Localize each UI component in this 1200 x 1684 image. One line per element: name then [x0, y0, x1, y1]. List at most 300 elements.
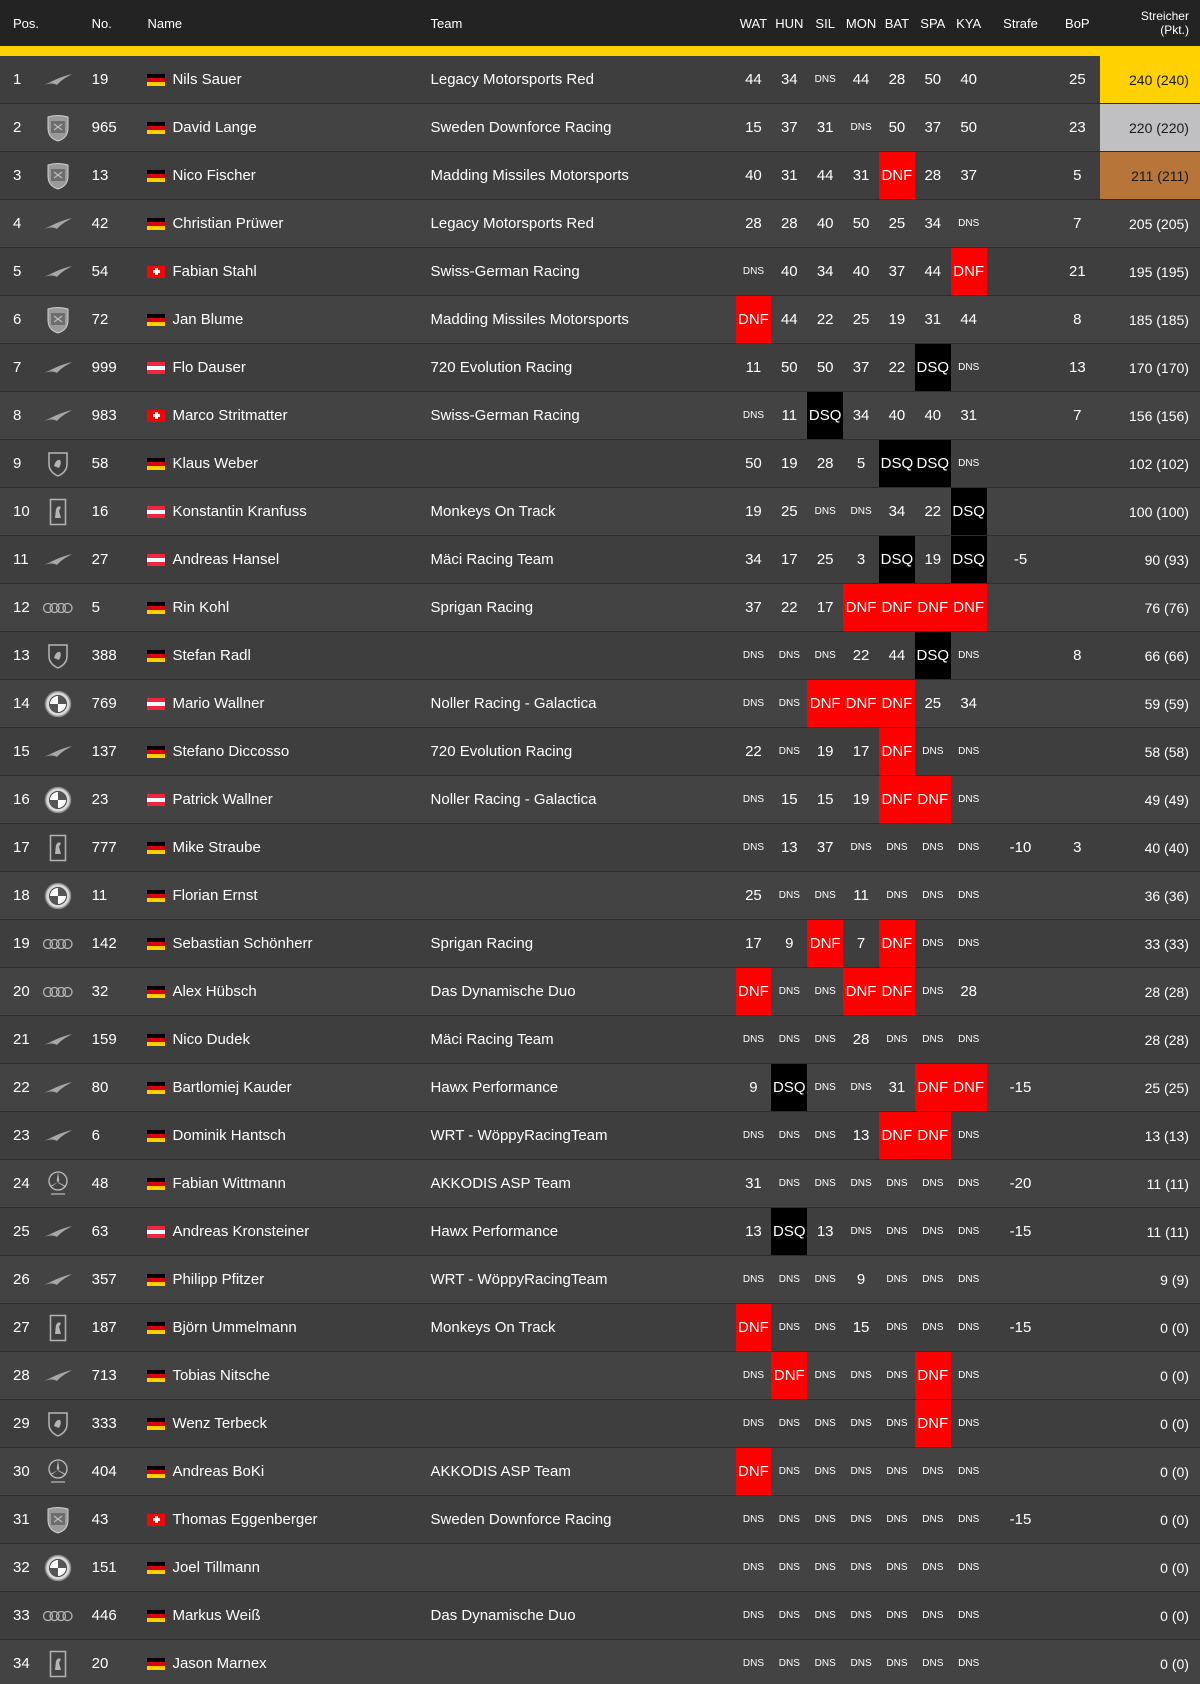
flag-de-icon	[147, 1082, 165, 1094]
driver-cell[interactable]	[147, 440, 430, 487]
pos-cell: 12	[13, 599, 30, 616]
table-row[interactable]	[0, 1592, 1200, 1640]
race-result-mon: DNS	[850, 1658, 872, 1669]
table-row[interactable]	[0, 1496, 1200, 1544]
race-result-sil: 25	[816, 551, 834, 568]
race-result-wat: DNS	[742, 1274, 764, 1285]
driver-cell[interactable]	[147, 1640, 430, 1684]
bop-cell: 7	[1073, 215, 1082, 232]
table-row[interactable]	[0, 392, 1200, 440]
header-race-sil[interactable]: SIL	[815, 15, 835, 31]
race-result-mon: DNF	[843, 584, 879, 631]
header-team[interactable]: Team	[430, 15, 463, 31]
race-result-hun: 13	[780, 839, 798, 856]
audi-icon	[32, 968, 84, 1015]
team-name[interactable]: Hawx Performance	[430, 1223, 559, 1240]
table-row[interactable]	[0, 1064, 1200, 1112]
car-number: 151	[91, 1559, 117, 1576]
driver-name[interactable]: Nico Dudek	[172, 1031, 250, 1048]
team-name[interactable]	[431, 1544, 736, 1591]
driver-name[interactable]: Alex Hübsch	[172, 983, 257, 1000]
car-number: 42	[91, 215, 109, 232]
driver-name[interactable]: Marco Stritmatter	[172, 407, 288, 424]
header-race-bat[interactable]: BAT	[884, 15, 910, 31]
race-result-bat: DNS	[886, 1658, 908, 1669]
table-row[interactable]	[0, 1352, 1200, 1400]
race-result-hun: 22	[780, 599, 798, 616]
bop-cell	[1054, 488, 1100, 535]
flag-de-icon	[147, 986, 165, 998]
driver-cell[interactable]	[147, 1592, 430, 1639]
driver-name[interactable]: Markus Weiß	[172, 1607, 261, 1624]
race-result-bat: DNS	[886, 1274, 908, 1285]
race-result-spa: DNF	[915, 584, 951, 631]
ferrari-icon	[32, 488, 84, 535]
driver-cell[interactable]	[147, 680, 430, 727]
flag-at-icon	[147, 794, 165, 806]
driver-cell[interactable]	[147, 1352, 430, 1399]
race-result-mon: 11	[853, 887, 869, 904]
race-result-spa: DNS	[922, 1226, 944, 1237]
driver-cell[interactable]	[147, 872, 430, 919]
driver-name[interactable]: Patrick Wallner	[172, 791, 273, 808]
race-result-bat: 19	[888, 311, 906, 328]
table-row[interactable]	[0, 776, 1200, 824]
car-number: 142	[91, 935, 117, 952]
driver-cell[interactable]	[147, 296, 430, 343]
team-name[interactable]: Sweden Downforce Racing	[430, 1511, 612, 1528]
driver-cell[interactable]	[147, 200, 430, 247]
driver-cell[interactable]	[147, 392, 430, 439]
race-result-hun: DNS	[778, 1562, 800, 1573]
driver-cell[interactable]	[147, 1400, 430, 1447]
table-row[interactable]	[0, 152, 1200, 200]
team-name[interactable]: Sweden Downforce Racing	[430, 119, 612, 136]
table-row[interactable]	[0, 296, 1200, 344]
table-row[interactable]	[0, 1640, 1200, 1684]
race-result-bat: 50	[888, 119, 906, 136]
pos-cell: 5	[13, 263, 22, 280]
table-row[interactable]	[0, 632, 1200, 680]
driver-name[interactable]: Jason Marnex	[172, 1655, 267, 1672]
driver-name[interactable]: Florian Ernst	[172, 887, 258, 904]
audi-icon	[32, 584, 84, 631]
table-row[interactable]	[0, 920, 1200, 968]
race-result-bat: 44	[888, 647, 906, 664]
team-name[interactable]: 720 Evolution Racing	[430, 743, 573, 760]
driver-cell[interactable]	[147, 1496, 430, 1543]
table-row[interactable]	[0, 968, 1200, 1016]
flag-de-icon	[147, 602, 165, 614]
team-name[interactable]	[431, 1640, 736, 1684]
driver-cell[interactable]	[147, 728, 430, 775]
race-result-sil: DNS	[814, 890, 836, 901]
header-race-mon[interactable]: MON	[845, 15, 877, 31]
header-penalty[interactable]: Strafe	[1003, 15, 1038, 31]
porsche-icon	[32, 296, 84, 343]
driver-cell[interactable]	[147, 152, 430, 199]
mclaren-icon	[32, 344, 84, 391]
driver-name[interactable]: David Lange	[172, 119, 257, 136]
driver-cell[interactable]	[147, 1448, 430, 1495]
team-name[interactable]	[431, 632, 736, 679]
race-result-spa: 44	[924, 263, 942, 280]
bop-cell	[1054, 1448, 1100, 1495]
team-name[interactable]	[431, 1400, 736, 1447]
race-result-hun: DNS	[778, 1322, 800, 1333]
team-name[interactable]: 720 Evolution Racing	[430, 359, 573, 376]
race-result-kya: 28	[960, 983, 978, 1000]
table-row[interactable]	[0, 1256, 1200, 1304]
driver-name[interactable]: Tobias Nitsche	[172, 1367, 270, 1384]
points-cell: 0 (0)	[1160, 1415, 1189, 1432]
race-result-mon: 19	[852, 791, 870, 808]
car-number: 43	[91, 1511, 109, 1528]
flag-de-icon	[147, 1178, 165, 1190]
race-result-wat: 44	[745, 71, 762, 88]
driver-cell[interactable]	[147, 824, 430, 871]
race-result-hun: 37	[780, 119, 798, 136]
driver-name[interactable]: Mike Straube	[172, 839, 261, 856]
lamborghini-icon	[32, 632, 84, 679]
driver-cell[interactable]	[147, 104, 430, 151]
race-result-hun: DNS	[778, 1178, 800, 1189]
team-name[interactable]	[431, 1352, 736, 1399]
table-row[interactable]	[0, 1208, 1200, 1256]
driver-name[interactable]: Klaus Weber	[172, 455, 259, 472]
team-name[interactable]: Madding Missiles Motorsports	[430, 167, 629, 184]
bop-cell: 7	[1073, 407, 1082, 424]
bop-cell	[1054, 1112, 1100, 1159]
table-row[interactable]	[0, 344, 1200, 392]
table-row[interactable]	[0, 488, 1200, 536]
race-result-sil: DNS	[814, 1082, 836, 1093]
bop-cell: 3	[1073, 839, 1082, 856]
penalty-cell	[987, 344, 1055, 391]
race-result-kya: DNS	[958, 842, 980, 853]
driver-name[interactable]: Philipp Pfitzer	[172, 1271, 265, 1288]
table-row[interactable]	[0, 104, 1200, 152]
team-name[interactable]	[431, 824, 736, 871]
race-result-kya: DSQ	[951, 488, 987, 535]
car-number: 6	[91, 1127, 100, 1144]
driver-cell[interactable]	[147, 632, 430, 679]
driver-name[interactable]: Konstantin Kranfuss	[172, 503, 307, 520]
header-race-wat[interactable]: WAT	[739, 15, 768, 31]
driver-cell[interactable]	[147, 1208, 430, 1255]
driver-cell[interactable]	[147, 248, 430, 295]
table-row[interactable]	[0, 1112, 1200, 1160]
car-number: 48	[91, 1175, 109, 1192]
race-result-bat: DNS	[886, 1322, 908, 1333]
pos-cell: 34	[13, 1655, 30, 1672]
driver-cell[interactable]	[147, 488, 430, 535]
driver-cell[interactable]	[147, 968, 430, 1015]
race-result-kya: 31	[960, 407, 978, 424]
race-result-spa: DSQ	[915, 440, 951, 487]
penalty-cell: -15	[1009, 1511, 1032, 1528]
penalty-cell: -15	[1009, 1319, 1032, 1336]
driver-name[interactable]: Stefan Radl	[172, 647, 251, 664]
car-number: 19	[91, 71, 109, 88]
race-result-mon: DNS	[850, 1082, 872, 1093]
driver-name[interactable]: Mario Wallner	[172, 695, 265, 712]
team-name[interactable]: Das Dynamische Duo	[430, 1607, 576, 1624]
race-result-mon: DNS	[850, 1514, 872, 1525]
pos-cell: 8	[13, 407, 22, 424]
race-result-sil: 13	[816, 1223, 834, 1240]
header-no[interactable]: No.	[91, 15, 112, 31]
pos-cell: 1	[13, 71, 22, 88]
header-race-spa[interactable]: SPA	[920, 15, 946, 31]
pos-cell: 9	[13, 455, 22, 472]
bop-cell	[1054, 536, 1100, 583]
points-cell: 0 (0)	[1160, 1319, 1189, 1336]
bop-cell	[1054, 728, 1100, 775]
driver-name[interactable]: Björn Ummelmann	[172, 1319, 297, 1336]
points-cell: 11 (11)	[1146, 1175, 1189, 1192]
driver-name[interactable]: Flo Dauser	[172, 359, 246, 376]
race-result-bat: DNF	[879, 968, 915, 1015]
points-cell: 185 (185)	[1129, 311, 1189, 328]
team-name[interactable]: WRT - WöppyRacingTeam	[430, 1271, 608, 1288]
race-result-kya: 44	[960, 311, 978, 328]
pos-cell: 32	[13, 1559, 30, 1576]
race-result-kya: DNS	[958, 650, 980, 661]
car-number: 769	[91, 695, 117, 712]
race-result-spa: DNS	[922, 746, 944, 757]
race-result-sil: 34	[816, 263, 834, 280]
header-name[interactable]: Name	[147, 15, 183, 31]
race-result-hun: DNS	[778, 890, 800, 901]
driver-name[interactable]: Fabian Stahl	[172, 263, 257, 280]
team-name[interactable]: Mäci Racing Team	[430, 1031, 554, 1048]
team-name[interactable]: WRT - WöppyRacingTeam	[430, 1127, 608, 1144]
driver-name[interactable]: Rin Kohl	[172, 599, 230, 616]
penalty-cell	[987, 56, 1055, 103]
penalty-cell	[987, 872, 1055, 919]
driver-cell[interactable]	[147, 1064, 430, 1111]
race-result-wat: DNF	[736, 296, 772, 343]
team-name[interactable]	[431, 440, 736, 487]
driver-cell[interactable]	[147, 1112, 430, 1159]
driver-cell[interactable]	[147, 344, 430, 391]
team-name[interactable]: Swiss-German Racing	[430, 263, 580, 280]
team-name[interactable]	[431, 872, 736, 919]
points-cell: 156 (156)	[1129, 407, 1189, 424]
points-cell: 76 (76)	[1144, 599, 1189, 616]
driver-name[interactable]: Andreas Kronsteiner	[172, 1223, 310, 1240]
car-number: 983	[91, 407, 117, 424]
team-name[interactable]: Sprigan Racing	[430, 599, 534, 616]
pos-cell: 21	[13, 1031, 30, 1048]
race-result-mon: 37	[852, 359, 870, 376]
penalty-cell	[987, 1448, 1055, 1495]
driver-name[interactable]: Nils Sauer	[172, 71, 242, 88]
header-pos[interactable]: Pos.	[13, 15, 40, 31]
bop-cell	[1054, 680, 1100, 727]
team-name[interactable]: Das Dynamische Duo	[430, 983, 576, 1000]
table-row[interactable]	[0, 1448, 1200, 1496]
driver-cell[interactable]	[147, 1256, 430, 1303]
race-result-bat: DNS	[886, 1610, 908, 1621]
flag-at-icon	[147, 362, 165, 374]
table-row[interactable]	[0, 1016, 1200, 1064]
race-result-spa: DNS	[922, 1034, 944, 1045]
race-result-bat: DNS	[886, 1418, 908, 1429]
race-result-wat: DNS	[742, 1610, 764, 1621]
header-race-kya[interactable]: KYA	[956, 15, 982, 31]
race-result-mon: 15	[852, 1319, 870, 1336]
team-name[interactable]: Noller Racing - Galactica	[430, 695, 597, 712]
driver-name[interactable]: Sebastian Schönherr	[172, 935, 313, 952]
driver-cell[interactable]	[147, 920, 430, 967]
driver-name[interactable]: Stefano Diccosso	[172, 743, 290, 760]
race-result-spa: DNS	[922, 1466, 944, 1477]
points-cell: 0 (0)	[1160, 1559, 1189, 1576]
table-row[interactable]	[0, 872, 1200, 920]
race-result-sil: 40	[816, 215, 834, 232]
table-row[interactable]	[0, 200, 1200, 248]
table-row[interactable]	[0, 680, 1200, 728]
driver-cell[interactable]	[147, 1544, 430, 1591]
mclaren-icon	[32, 1352, 84, 1399]
race-result-bat: DNS	[886, 842, 908, 853]
race-result-sil: 28	[816, 455, 834, 472]
driver-name[interactable]: Dominik Hantsch	[172, 1127, 286, 1144]
driver-name[interactable]: Thomas Eggenberger	[172, 1511, 318, 1528]
points-cell: 170 (170)	[1129, 359, 1189, 376]
team-name[interactable]: AKKODIS ASP Team	[430, 1463, 571, 1480]
team-name[interactable]: Noller Racing - Galactica	[430, 791, 597, 808]
table-row[interactable]	[0, 824, 1200, 872]
race-result-kya: DNS	[958, 1610, 980, 1621]
pos-cell: 16	[13, 791, 30, 808]
team-name[interactable]: Monkeys On Track	[430, 503, 556, 520]
penalty-cell	[987, 1592, 1055, 1639]
driver-name[interactable]: Fabian Wittmann	[172, 1175, 286, 1192]
ferrari-icon	[32, 824, 84, 871]
race-result-hun: 31	[780, 167, 798, 184]
race-result-bat: DNF	[879, 584, 915, 631]
driver-name[interactable]: Bartlomiej Kauder	[172, 1079, 292, 1096]
car-number: 20	[91, 1655, 109, 1672]
driver-name[interactable]: Andreas Hansel	[172, 551, 280, 568]
table-row[interactable]	[0, 584, 1200, 632]
race-result-wat: 28	[745, 215, 762, 232]
table-row[interactable]	[0, 1400, 1200, 1448]
race-result-wat: 13	[745, 1223, 762, 1240]
team-name[interactable]: Mäci Racing Team	[430, 551, 554, 568]
team-name[interactable]: Legacy Motorsports Red	[430, 71, 594, 88]
driver-cell[interactable]	[147, 584, 430, 631]
race-result-wat: DNS	[742, 698, 764, 709]
race-result-bat: 28	[888, 71, 906, 88]
bop-cell	[1054, 584, 1100, 631]
driver-cell[interactable]	[147, 1160, 430, 1207]
header-race-hun[interactable]: HUN	[775, 15, 804, 31]
race-result-kya: DNS	[958, 1034, 980, 1045]
table-row[interactable]	[0, 1160, 1200, 1208]
driver-cell[interactable]	[147, 56, 430, 103]
points-cell: 25 (25)	[1144, 1079, 1189, 1096]
header-points[interactable]	[1100, 0, 1200, 46]
race-result-kya: DNS	[958, 1658, 980, 1669]
bmw-icon	[32, 1544, 84, 1591]
pos-cell: 31	[13, 1511, 30, 1528]
bop-cell	[1054, 872, 1100, 919]
team-name[interactable]: Madding Missiles Motorsports	[430, 311, 629, 328]
team-name[interactable]: Swiss-German Racing	[430, 407, 580, 424]
table-row[interactable]	[0, 440, 1200, 488]
race-result-bat: DNS	[886, 1034, 908, 1045]
race-result-mon: DNS	[850, 1370, 872, 1381]
driver-name[interactable]: Nico Fischer	[172, 167, 256, 184]
points-cell: 195 (195)	[1129, 263, 1189, 280]
flag-ch-icon	[147, 266, 165, 278]
driver-name[interactable]: Christian Prüwer	[172, 215, 284, 232]
bmw-icon	[32, 776, 84, 823]
driver-name[interactable]: Wenz Terbeck	[172, 1415, 267, 1432]
table-row[interactable]	[0, 536, 1200, 584]
penalty-cell	[987, 248, 1055, 295]
mclaren-icon	[32, 248, 84, 295]
driver-cell[interactable]	[147, 536, 430, 583]
table-row[interactable]	[0, 1304, 1200, 1352]
race-result-kya: DNS	[958, 890, 980, 901]
race-result-kya: 37	[960, 167, 978, 184]
team-name[interactable]: AKKODIS ASP Team	[430, 1175, 571, 1192]
race-result-hun: DNS	[778, 1610, 800, 1621]
team-name[interactable]: Monkeys On Track	[430, 1319, 556, 1336]
header-bop[interactable]: BoP	[1065, 15, 1090, 31]
team-name[interactable]: Legacy Motorsports Red	[430, 215, 594, 232]
team-name[interactable]: Hawx Performance	[430, 1079, 559, 1096]
pos-cell: 13	[13, 647, 30, 664]
team-name[interactable]: Sprigan Racing	[430, 935, 534, 952]
driver-cell[interactable]	[147, 776, 430, 823]
race-result-sil: 44	[816, 167, 834, 184]
car-number: 446	[91, 1607, 117, 1624]
race-result-wat: DNS	[742, 842, 764, 853]
pos-cell: 27	[13, 1319, 30, 1336]
race-result-bat: DNF	[879, 1112, 915, 1159]
table-header	[0, 0, 1200, 46]
car-number: 63	[91, 1223, 109, 1240]
driver-cell[interactable]	[147, 1304, 430, 1351]
race-result-mon: DNS	[850, 506, 872, 517]
bop-cell	[1054, 1592, 1100, 1639]
driver-name[interactable]: Jan Blume	[172, 311, 244, 328]
driver-name[interactable]: Andreas BoKi	[172, 1463, 265, 1480]
table-row[interactable]	[0, 56, 1200, 104]
table-row[interactable]	[0, 1544, 1200, 1592]
penalty-cell	[987, 584, 1055, 631]
table-row[interactable]	[0, 248, 1200, 296]
race-result-mon: DNS	[850, 1178, 872, 1189]
table-row[interactable]	[0, 728, 1200, 776]
race-result-wat: 34	[745, 551, 762, 568]
bop-cell	[1054, 968, 1100, 1015]
race-result-kya: DNS	[958, 1370, 980, 1381]
race-result-kya: DNS	[958, 1130, 980, 1141]
driver-name[interactable]: Joel Tillmann	[172, 1559, 260, 1576]
points-cell: 0 (0)	[1160, 1463, 1189, 1480]
race-result-bat: 22	[888, 359, 906, 376]
pos-cell: 18	[13, 887, 30, 904]
bop-cell	[1054, 1208, 1100, 1255]
driver-cell[interactable]	[147, 1016, 430, 1063]
